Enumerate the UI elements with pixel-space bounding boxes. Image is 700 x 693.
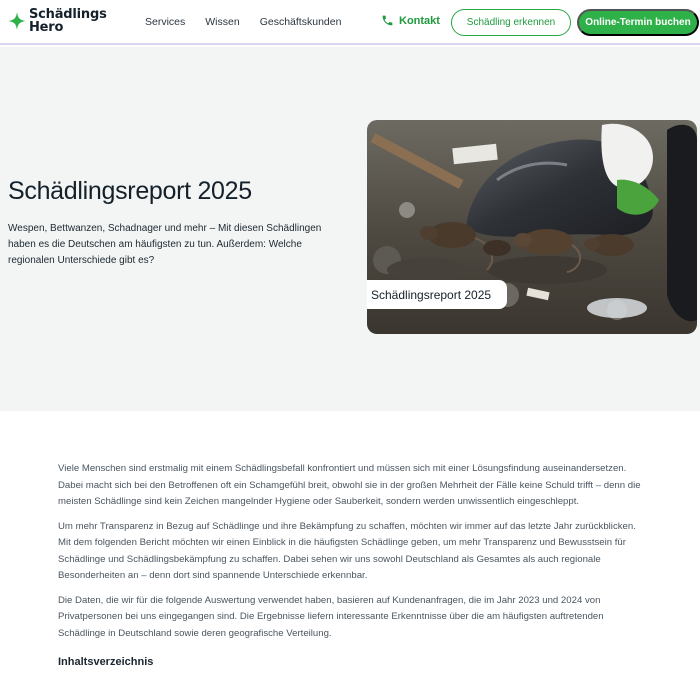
toc-heading: Inhaltsverzeichnis [58, 656, 154, 668]
book-appointment-button[interactable]: Online-Termin buchen [577, 9, 699, 36]
image-caption: Schädlingsreport 2025 [367, 280, 507, 309]
logo-line-2: Hero [29, 20, 64, 35]
logo-link[interactable] [8, 8, 107, 34]
logo-line-1: Schädlings [29, 7, 107, 22]
logo-wordmark [29, 8, 107, 34]
article-paragraph-2: Um mehr Transparenz in Bezug auf Schädlinge und ihre Bekämpfung zu schaffen, möchten wir immer auf das letzte Jahr zurückblicken. Mit dem folgenden Bericht möchten wir einen Einblick in die häufigsten Schädlinge geben, um mehr Transparenz und Bewusstsein für Schädlinge und Schädlingsbekämpfung zu schaffen. Dabei sehen wir uns sowohl Deutschland als Gesamtes als auch regionale Besonderheiten an – denn dort sind spannende Unterschiede erkennbar. [58, 520, 636, 581]
article-paragraph-1: Viele Menschen sind erstmalig mit einem Schädlingsbefall konfrontiert und müssen sich mit einer Lösungsfindung auseinandersetzen. Dabei macht sich bei den Betroffenen oft ein Schamgefühl breit, obwohl sie in der großen Mehrheit der Fälle keine Schuld trifft – denn die meisten Schädlinge sind kein Zeichen mangelnder Hygiene oder Sauberkeit, sondern werden unwissentlich eingeschleppt. [58, 463, 641, 507]
nav-link-wissen[interactable]: Wissen [205, 16, 240, 28]
hero-subtitle: Wespen, Bettwanzen, Schadnager und mehr – Mit diesen Schädlingen haben es die Deutschen am häufigsten zu tun. Außerdem: Welche regionalen Unterschiede gibt es? [8, 223, 322, 266]
phone-icon [381, 14, 394, 27]
contact-label: Kontakt [399, 14, 440, 27]
nav-link-services[interactable]: Services [145, 16, 186, 28]
contact-link[interactable] [381, 14, 440, 27]
nav-link-geschaeftskunden[interactable]: Geschäftskunden [259, 16, 342, 28]
page-title: Schädlingsreport 2025 [8, 177, 252, 205]
identify-pest-button[interactable]: Schädling erkennen [451, 9, 571, 36]
hero-section [0, 47, 700, 411]
article-body [58, 461, 643, 668]
site-header [0, 0, 700, 45]
article-paragraph-3: Die Daten, die wir für die folgende Auswertung verwendet haben, basieren auf Kundenanfragen, die im Jahr 2023 und 2024 von Privatpersonen bei uns eingegangen sind. Die Ergebnisse liefern interessante Erkenntnisse über die am häufigsten auftretenden Schädlinge in Deutschland sowie deren geografische Verteilung. [58, 594, 604, 639]
sparkle-logo-icon [8, 12, 26, 30]
main-nav [145, 16, 341, 28]
hero-image [367, 120, 697, 334]
